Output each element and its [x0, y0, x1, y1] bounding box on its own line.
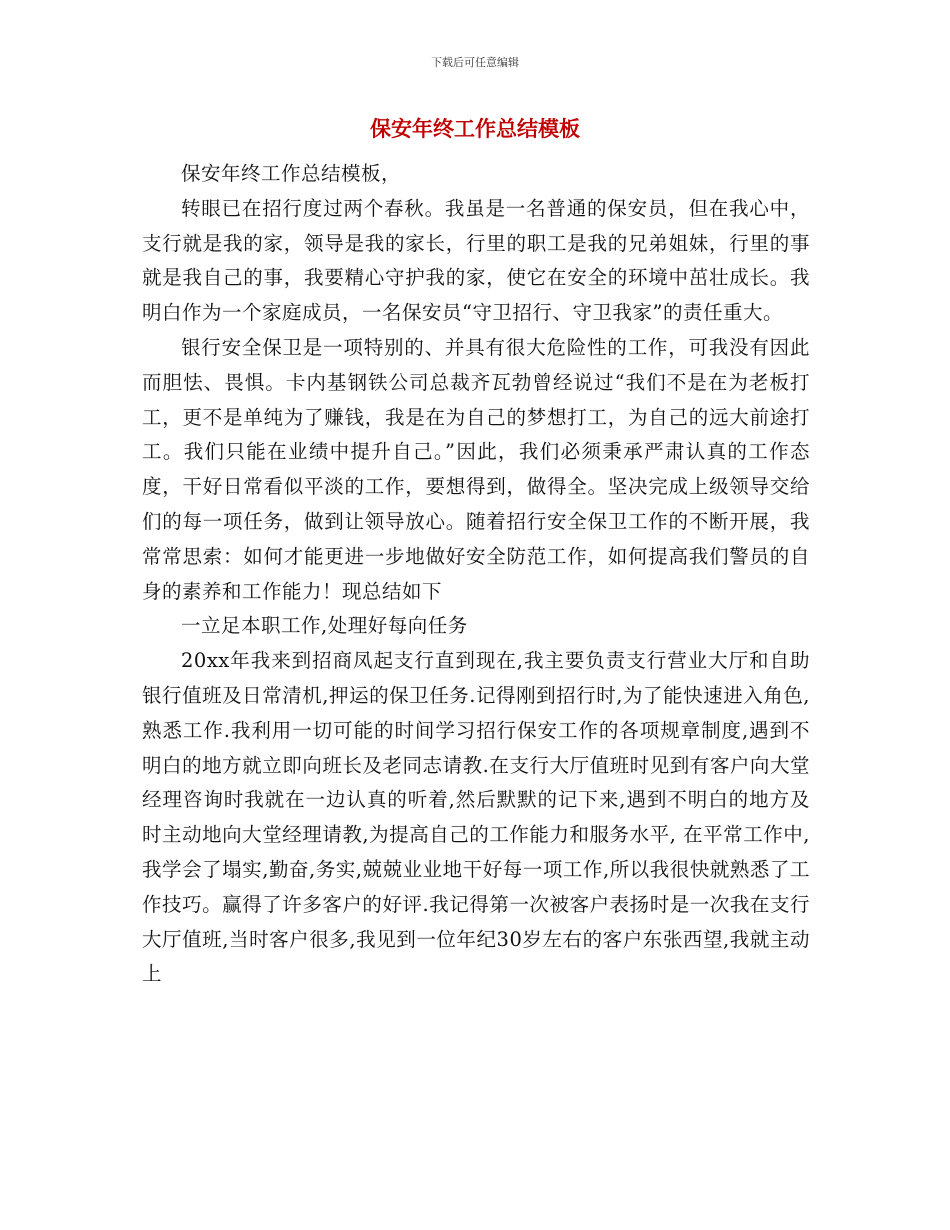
document-body: [142, 157, 810, 992]
paragraph-3: 20xx年我来到招商凤起支行直到现在,我主要负责支行营业大厅和自助银行值班及日常清机,押运的保卫任务.记得刚到招行时,为了能快速进入角色,熟悉工作.我利用一切可能的时间学习招行保安工作的各项规章制度,遇到不明白的地方就立即向班长及老同志请教.在支行大厅值班时见到有客户向大堂经理咨询时我就在一边认真的听着,然后默默的记下来,遇到不明白的地方及时主动地向大堂经理请教,为提高自己的工作能力和服务水平, 在平常工作中,我学会了塌实,勤奋,务实,兢兢业业地干好每一项工作,所以我很快就熟悉了工作技巧。赢得了许多客户的好评.我记得第一次被客户表扬时是一次我在支行大厅值班,当时客户很多,我见到一位年纪30岁左右的客户东张西望,我就主动上: [142, 649, 810, 986]
section-heading: 一立足本职工作,处理好每向任务: [181, 614, 468, 638]
paragraph-2: 银行安全保卫是一项特别的、并具有很大危险性的工作，可我没有因此而胆怯、畏惧。卡内基钢铁公司总裁齐瓦勃曾经说过“我们不是在为老板打工，更不是单纯为了赚钱，我是在为自己的梦想打工，为自己的远大前途打工。我们只能在业绩中提升自己。”因此，我们必须秉承严肃认真的工作态度，干好日常看似平淡的工作，要想得到，做得全。坚决完成上级领导交给们的每一项任务，做到让领导放心。随着招行安全保卫工作的不断开展，我常常思索：如何才能更进一步地做好安全防范工作，如何提高我们警员的自身的素养和工作能力！现总结如下: [142, 335, 810, 603]
header-note: 下载后可任意编辑: [431, 56, 519, 69]
document-title: 保安年终工作总结模板: [370, 117, 580, 141]
paragraph-intro: 保安年终工作总结模板，: [181, 162, 402, 185]
paragraph-1: 转眼已在招行度过两个春秋。我虽是一名普通的保安员，但在我心中，支行就是我的家，领导是我的家长，行里的职工是我的兄弟姐妹，行里的事就是我自己的事，我要精心守护我的家，使它在安全的环境中茁壮成长。我明白作为一个家庭成员，一名保安员“守卫招行、守卫我家”的责任重大。: [142, 196, 810, 325]
